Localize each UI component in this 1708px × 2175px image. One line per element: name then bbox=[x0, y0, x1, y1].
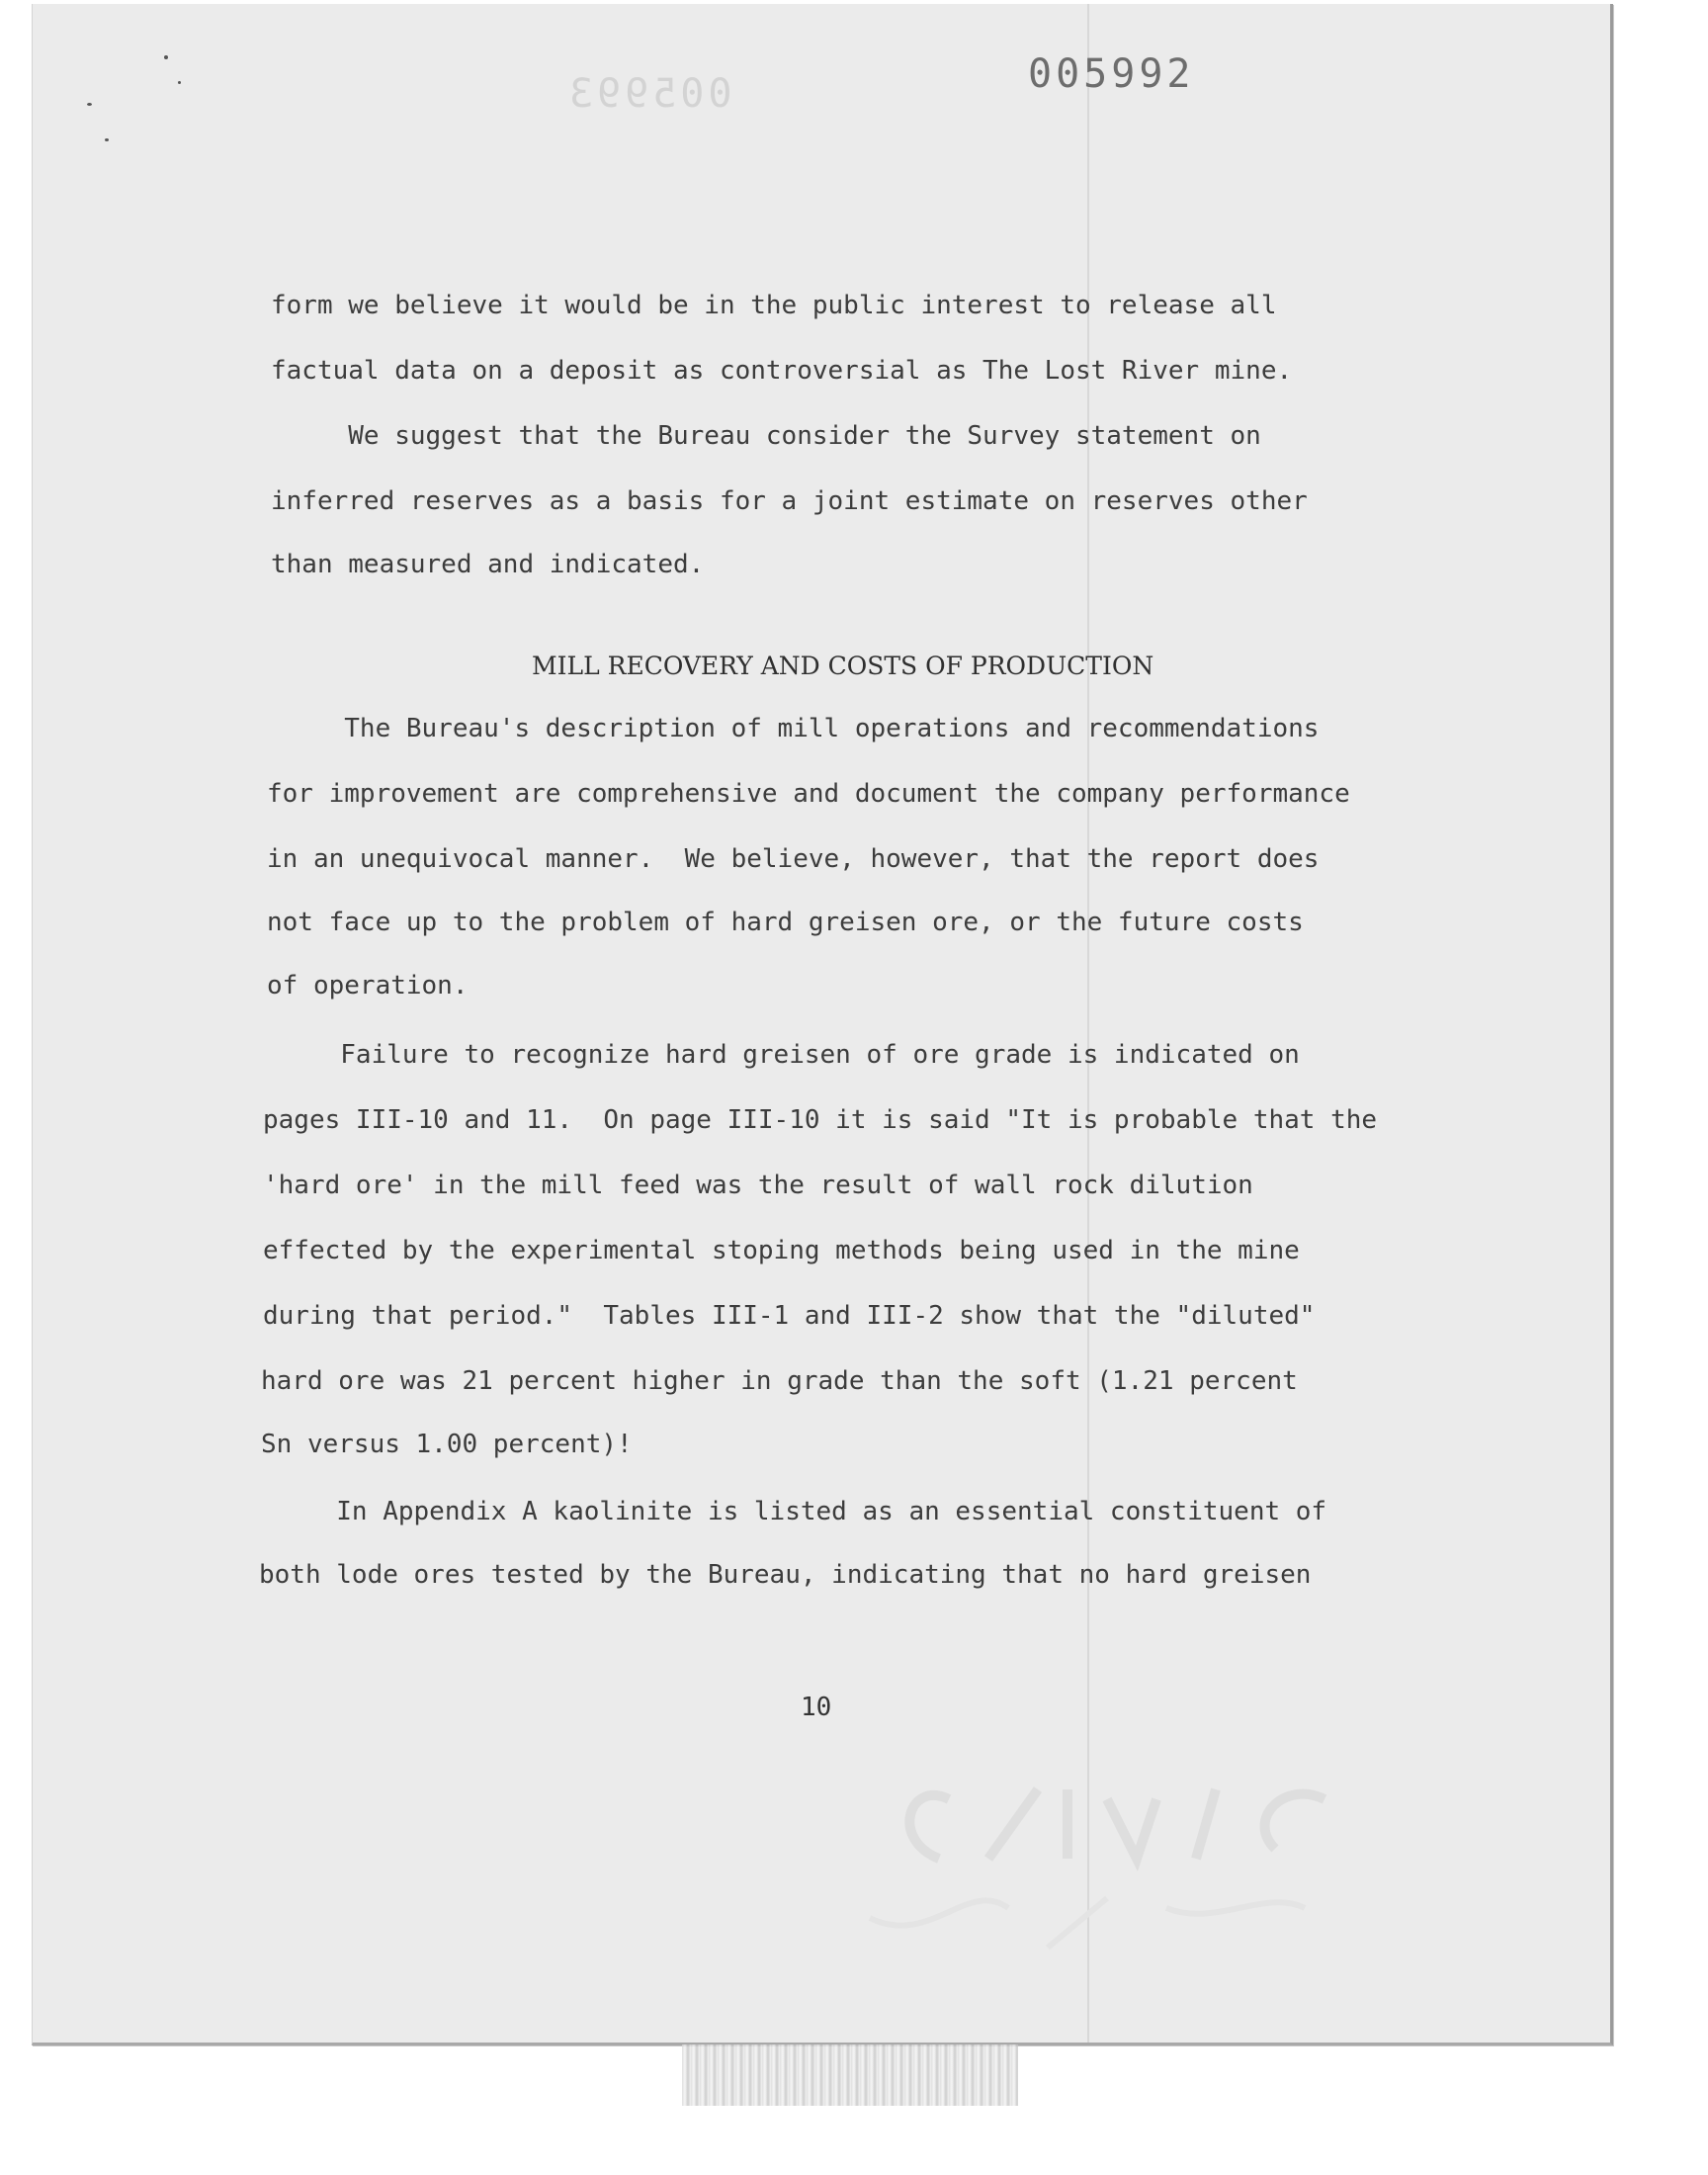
body-line-4: inferred reserves as a basis for a joint estimate on reserves other bbox=[271, 486, 1308, 516]
body-line-8: in an unequivocal manner. We believe, however, that the report does bbox=[267, 844, 1320, 874]
dust-speck bbox=[87, 103, 92, 106]
body-line-10: of operation. bbox=[267, 971, 469, 1000]
body-line-17: Sn versus 1.00 percent)! bbox=[261, 1430, 633, 1459]
body-line-2: factual data on a deposit as controversial as The Lost River mine. bbox=[271, 356, 1293, 386]
scanner-artifact bbox=[682, 2044, 1018, 2106]
body-line-7: for improvement are comprehensive and document the company performance bbox=[267, 779, 1350, 809]
body-line-5: than measured and indicated. bbox=[271, 550, 705, 579]
body-line-3: We suggest that the Bureau consider the Survey statement on bbox=[271, 421, 1261, 451]
body-line-18: In Appendix A kaolinite is listed as an essential constituent of bbox=[259, 1497, 1327, 1526]
body-line-11: Failure to recognize hard greisen of ore grade is indicated on bbox=[263, 1040, 1300, 1070]
body-line-6: The Bureau's description of mill operations and recommendations bbox=[267, 714, 1320, 743]
body-line-9: not face up to the problem of hard greisen ore, or the future costs bbox=[267, 908, 1304, 937]
page-number: 10 bbox=[801, 1693, 832, 1722]
dust-speck bbox=[178, 81, 181, 84]
bleed-through-marks bbox=[771, 1760, 1364, 1987]
dust-speck bbox=[164, 55, 168, 59]
body-line-15: during that period." Tables III-1 and III-2 show that the "diluted" bbox=[263, 1301, 1316, 1331]
body-line-16: hard ore was 21 percent higher in grade than the soft (1.21 percent bbox=[261, 1366, 1298, 1396]
section-heading: MILL RECOVERY AND COSTS OF PRODUCTION bbox=[532, 652, 1154, 680]
body-line-12: pages III-10 and 11. On page III-10 it is said "It is probable that the bbox=[263, 1105, 1378, 1135]
body-line-14: effected by the experimental stoping methods being used in the mine bbox=[263, 1236, 1300, 1265]
bleed-through-stamp: 005993 bbox=[565, 71, 732, 117]
document-stamp-number: 005992 bbox=[1028, 51, 1195, 97]
body-line-13: 'hard ore' in the mill feed was the result of wall rock dilution bbox=[263, 1171, 1253, 1200]
body-line-19: both lode ores tested by the Bureau, indicating that no hard greisen bbox=[259, 1560, 1312, 1590]
dust-speck bbox=[105, 138, 109, 141]
body-line-1: form we believe it would be in the public interest to release all bbox=[271, 291, 1277, 320]
